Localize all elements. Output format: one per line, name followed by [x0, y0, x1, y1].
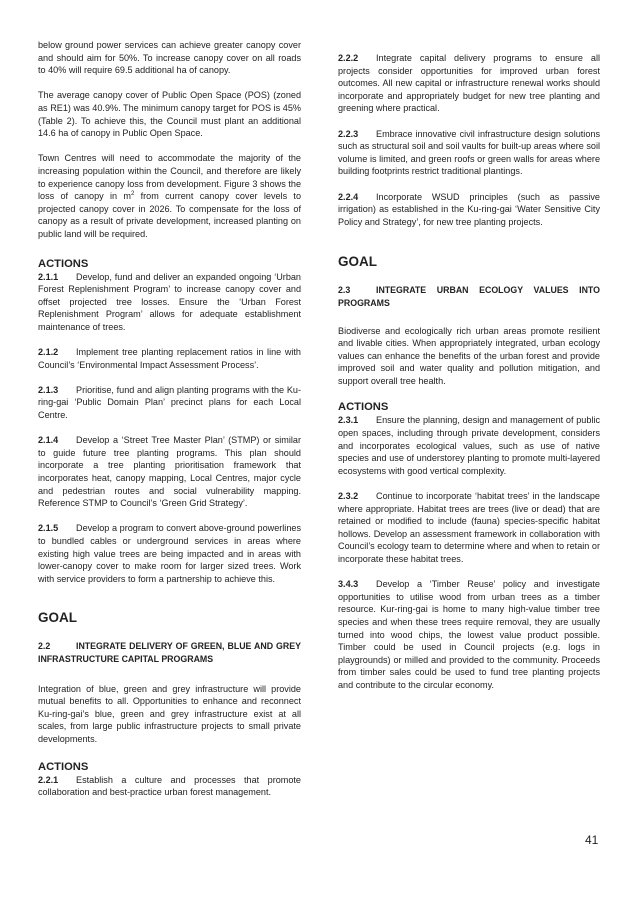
action-text: Establish a culture and processes that promote collaboration and best-practice urban forest management. — [38, 774, 301, 798]
goal-title: INTEGRATE URBAN ECOLOGY VALUES INTO PROGRAMS — [338, 285, 600, 308]
action-text: Develop a ‘Street Tree Master Plan’ (STMP) or similar to guide future tree planting programs. This plan should incorporate a tree planting prioritisation framework that incorporates heat, canopy mapping, Local Centres, major cycle and pedestrian routes and social vulnerability mapping. Reference STMP to Council’s ‘Green Grid Strategy’. — [38, 435, 301, 509]
goal-title: INTEGRATE DELIVERY OF GREEN, BLUE AND GREY INFRASTRUCTURE CAPITAL PROGRAMS — [38, 641, 301, 664]
action-item — [338, 490, 600, 566]
action-text: Develop a ‘Timber Reuse’ policy and investigate opportunities to utilise wood from urban trees as a timber resource. Kur-ring-gai is home to many high-value timber tree species and when these trees require removal, they are usually turned into wood chips, the lowest value product possible. Timber could be used in Council projects (e.g. logs in playgrounds) or milled and provided to the community. Proceeds from timber sales could be used to fund tree planting projects and contribute to the circular economy. — [338, 579, 600, 690]
action-item — [338, 52, 600, 115]
goal-paragraph: Biodiverse and ecologically rich urban areas promote resilient and livable cities. When appropriately integrated, urban ecology values can enhance the benefits of the urban forest and provide improved soil and water quality and pollution mitigation, and support overall tree health. — [338, 325, 600, 386]
goal-number: 2.3 — [338, 285, 351, 296]
action-text: Ensure the planning, design and management of public open spaces, including through private development, considers and incorporates ecological values, such as use of native species and use of understorey planting to promote multi-layered ecosystems with good vertical complexity. — [338, 415, 600, 476]
action-text: Incorporate WSUD principles (such as passive irrigation) as established in the Ku-ring-gai ‘Water Sensitive City Policy and Strategy’, for new tree planting projects. — [338, 191, 600, 227]
town-centres-text-b: from current canopy cover levels to projected canopy cover in 2026. To compensate for the loss of canopy as a result of private development, increased planting on public land will be required. — [38, 191, 301, 239]
action-number: 2.2.2 — [338, 53, 359, 63]
goal-subheading — [338, 284, 600, 309]
action-text: Prioritise, fund and align planting programs with the Ku-ring-gai ‘Public Domain Plan’ precinct plans for each Local Centre. — [38, 384, 301, 421]
right-column — [338, 52, 600, 704]
action-number: 2.1.2 — [38, 347, 59, 358]
action-item — [38, 346, 301, 371]
action-number: 3.4.3 — [338, 579, 359, 590]
action-item — [38, 774, 301, 799]
action-number: 2.1.4 — [38, 435, 59, 446]
action-item — [38, 384, 301, 422]
action-item — [338, 128, 600, 178]
action-item — [38, 271, 301, 334]
pos-canopy-paragraph: The average canopy cover of Public Open Space (POS) (zoned as RE1) was 40.9%. The minimum canopy target for POS is 45% (Table 2). To achieve this, the Council must plant an additional 14.6 ha of canopy in Public Open Space. — [38, 90, 301, 139]
actions-heading: ACTIONS — [38, 257, 89, 270]
superscript-two: 2 — [130, 191, 135, 198]
action-item — [38, 434, 301, 510]
action-number: 2.1.5 — [38, 523, 59, 534]
goal-paragraph: Integration of blue, green and grey infrastructure will provide mutual benefits to all. Opportunities to enhance and reconnect Ku-ring-gai’s blue, green and grey infrastructure exist at all scales, from large public infrastructure projects to small private developments. — [38, 683, 301, 744]
action-text: Continue to incorporate ‘habitat trees’ in the landscape where appropriate. Habitat trees are trees (live or dead) that are retained or modified to include (fauna) species-specific habitat hollows. Develop an assessment framework in collaboration with Council’s ecology team to determine where and when to retain or incorporate these habitat trees. — [338, 491, 600, 564]
action-item — [338, 414, 600, 477]
goal-number: 2.2 — [38, 641, 51, 652]
town-centres-text-a: Town Centres will need to accommodate the majority of the increasing population within the Council, and therefore are likely to experience canopy loss from development. Figure 3 shows the loss of canopy in m — [38, 153, 301, 202]
action-number: 2.2.3 — [338, 128, 359, 139]
goal-subheading — [38, 640, 301, 665]
left-column — [38, 39, 301, 811]
action-item — [338, 191, 600, 229]
action-number: 2.1.1 — [38, 271, 59, 282]
action-number: 2.2.1 — [38, 774, 59, 785]
action-text: Implement tree planting replacement ratios in line with Council’s ‘Environmental Impact Assessment Process’. — [38, 347, 301, 370]
action-number: 2.3.2 — [338, 491, 359, 502]
actions-heading: ACTIONS — [38, 760, 89, 773]
action-text: Integrate capital delivery programs to ensure all projects consider opportunities for improved urban forest outcomes. All new capital or infrastructure renewal works should incorporate and appropriately budget for new tree planting and greening where practical. — [338, 53, 600, 114]
action-text: Develop a program to convert above-ground powerlines to bundled cables or underground services in areas where existing high value trees are being impacted and in areas with lower-canopy cover to make room for larger sized trees. Work with service providers to form a partnership to achieve this. — [38, 523, 301, 584]
actions-heading: ACTIONS — [338, 401, 389, 414]
action-text: Develop, fund and deliver an expanded ongoing ‘Urban Forest Replenishment Program’ to increase canopy cover and offset projected tree losses. Ensure the ‘Urban Forest Replenishment Program’ allows for adequate establishment maintenance of trees. — [38, 271, 301, 332]
town-centres-paragraph — [38, 152, 301, 240]
intro-paragraph: below ground power services can achieve greater canopy cover and should aim for 50%. To increase canopy cover on all roads to 40% will require 69.5 additional ha of canopy. — [38, 40, 301, 76]
action-number: 2.2.4 — [338, 191, 359, 202]
action-item — [338, 578, 600, 691]
action-item — [38, 522, 301, 585]
action-number: 2.3.1 — [338, 415, 359, 426]
goal-heading: GOAL — [338, 254, 377, 270]
action-text: Embrace innovative civil infrastructure design solutions such as structural soil and soil vaults for built-up areas where soil volume is limited, and green roofs or green walls for areas where building footprints restrict traditional plantings. — [338, 128, 600, 177]
page-number: 41 — [585, 833, 599, 847]
goal-heading: GOAL — [38, 610, 77, 626]
action-number: 2.1.3 — [38, 384, 59, 395]
